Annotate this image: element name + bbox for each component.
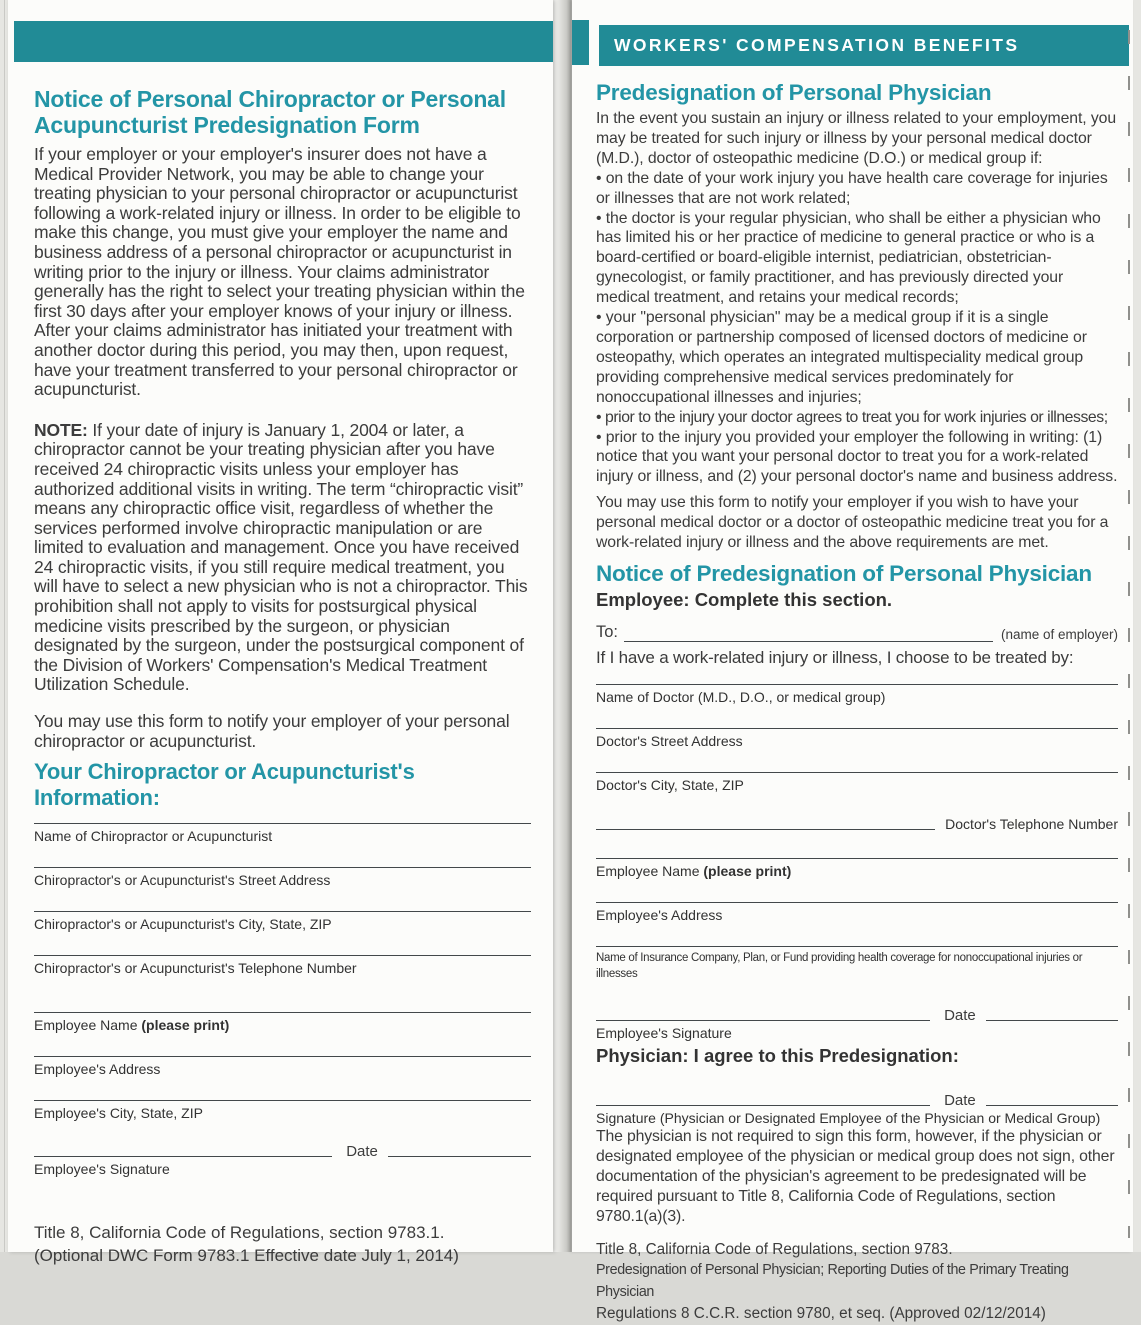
field-label: Doctor's Telephone Number	[945, 815, 1118, 832]
label-text: Employee Name	[34, 1017, 142, 1034]
field-doctor-name	[596, 684, 1118, 706]
physician-not-required-paragraph: The physician is not required to sign this form, however, if the physician or designated employee of the physician or medical group does not sign, other documentation of the physician's agreement to be predesignated will be required pursuant to Title 8, California Code of Regulations, section 9780.1(a)(3).	[596, 1127, 1115, 1225]
right-footer-line2: Predesignation of Personal Physician; Reporting Duties of the Primary Treating Physician	[596, 1262, 1069, 1300]
right-use-paragraph: You may use this form to notify your employer if you wish to have your personal medical doctor or a doctor of osteopathic medicine treat you for a work-related injury or illness and the above requirements are met.	[596, 494, 1109, 552]
note-paragraph	[34, 421, 531, 695]
field-label: Name of Chiropractor or Acupuncturist	[34, 828, 273, 845]
signature-date-row	[596, 1089, 1118, 1109]
left-page-content	[34, 62, 531, 1267]
field-insurance-company	[596, 946, 1118, 982]
field-employee-name	[34, 1012, 531, 1034]
field-chiro-name	[34, 823, 531, 845]
fill-in-line	[596, 815, 935, 830]
fill-in-line	[596, 684, 1118, 685]
bullet-coverage: • on the date of your work injury you have health care coverage for injuries or illnesses that are not work related;	[596, 169, 1108, 207]
right-page	[572, 0, 1133, 1323]
field-employee-signature	[34, 1140, 531, 1178]
field-doctor-city	[596, 772, 1118, 794]
right-page-content	[596, 66, 1118, 1325]
fill-in-line	[596, 858, 1118, 859]
field-doctor-phone	[596, 814, 1118, 830]
date-label: Date	[944, 1006, 976, 1024]
field-label: Employee's Address	[34, 1061, 161, 1078]
signature-line	[596, 1091, 930, 1106]
fill-in-line	[34, 1012, 531, 1013]
scan-left-edge	[4, 0, 5, 1252]
name-of-employer-label: (name of employer)	[1000, 626, 1118, 642]
field-label: Chiropractor's or Acupuncturist's Telephone Number	[34, 960, 357, 977]
physician-agree-heading: Physician: I agree to this Predesignation:	[596, 1044, 959, 1066]
choose-treatment-text: If I have a work-related injury or illness, I choose to be treated by:	[596, 647, 1074, 667]
right-footer	[596, 1239, 1118, 1325]
field-employee-signature	[596, 1004, 1118, 1042]
field-employee-address	[34, 1056, 531, 1078]
field-chiro-street	[34, 867, 531, 889]
date-line	[388, 1142, 531, 1157]
field-label: Name of Insurance Company, Plan, or Fund providing health coverage for nonoccupational injuries or illnesses	[596, 951, 1083, 980]
benefits-banner: WORKERS' COMPENSATION BENEFITS	[599, 25, 1129, 66]
date-label: Date	[944, 1091, 976, 1109]
signature-line	[596, 1006, 930, 1021]
chiropractor-info-heading: Your Chiropractor or Acupuncturist's Information:	[34, 759, 415, 811]
notice-of-predesignation-heading: Notice of Predesignation of Personal Physician	[596, 560, 1092, 586]
fill-in-line	[34, 955, 531, 956]
field-label: Chiropractor's or Acupuncturist's City, State, ZIP	[34, 916, 332, 933]
signature-line	[34, 1142, 332, 1157]
label-bold-text: (please print)	[141, 1017, 230, 1034]
left-footer-line2: (Optional DWC Form 9783.1 Effective date July 1, 2014)	[34, 1246, 459, 1266]
note-text: If your date of injury is January 1, 2004 or later, a chiropractor cannot be your treating physician after you have received 24 chiropractic visits unless your employer has authorized additional visits in writing. The term “chiropractic visit” means any chiropractic office visit, regardless of whether the services performed involve chiropractic manipulation or are limited to evaluation and management. Once you have received 24 chiropractic visits, if you still require medical treatment, you will have to select a new physician who is not a chiropractor. This prohibition shall not apply to visits for postsurgical physical medicine visits prescribed by the surgeon, or physician designated by the surgeon, under the postsurgical component of the Division of Workers' Compensation's Medical Treatment Utilization Schedule.	[34, 419, 528, 695]
label-text: Employee Name	[596, 862, 704, 879]
right-intro-paragraph: In the event you sustain an injury or illness related to your employment, you may be treated for such injury or illness by your personal medical doctor (M.D.), doctor of osteopathic medicine (D.O.) or medical group if:	[596, 110, 1117, 167]
right-footer-line3: Regulations 8 C.C.R. section 9780, et seq. (Approved 02/12/2014)	[596, 1305, 1046, 1323]
field-label	[34, 1016, 531, 1034]
fill-in-line	[34, 1100, 531, 1101]
field-label: Signature (Physician or Designated Employee of the Physician or Medical Group)	[596, 1109, 1101, 1126]
field-doctor-street	[596, 728, 1118, 750]
fill-in-line	[34, 1056, 531, 1057]
left-page-title: Notice of Personal Chiropractor or Personal Acupuncturist Predesignation Form	[34, 86, 506, 138]
field-chiro-phone	[34, 955, 531, 977]
left-footer	[34, 1221, 531, 1267]
signature-date-row	[596, 1004, 1118, 1024]
left-header-bar	[14, 21, 553, 62]
left-intro-paragraph: If your employer or your employer's insurer does not have a Medical Provider Network, you may be able to change your treating physician to your personal chiropractor or acupuncturist following a work-related injury or illness. In order to be eligible to make this change, you must give your employer the name and business address of a personal chiropractor or acupuncturist in writing prior to the injury or illness. Your claims administrator generally has the right to select your treating physician within the first 30 days after your employer knows of your injury or illness. After your claims administrator has initiated your treatment with another doctor during this period, you may then, upon request, have your treatment transferred to your personal chiropractor or acupuncturist.	[34, 144, 525, 400]
predesignation-title: Predesignation of Personal Physician	[596, 80, 992, 105]
field-employee-name	[596, 858, 1118, 880]
field-label: Employee's Signature	[596, 1024, 732, 1041]
field-label	[596, 862, 1118, 880]
right-footer-line1: Title 8, California Code of Regulations, section 9783.	[596, 1240, 953, 1258]
field-physician-signature	[596, 1089, 1118, 1127]
scan-edge-dashes	[1128, 30, 1130, 1238]
field-label: Employee's Signature	[34, 1161, 170, 1178]
fill-in-line	[596, 946, 1118, 947]
fold-teal-stub	[572, 20, 589, 65]
date-line	[986, 1006, 1118, 1021]
fill-in-line	[596, 772, 1118, 773]
bullet-medical-group: • your "personal physician" may be a medical group if it is a single corporation or partnership composed of licensed doctors of medicine or osteopathy, which operates an integrated multispeciality medical group providing comprehensive medical services predominately for nonoccupational illnesses and injuries;	[596, 309, 1087, 406]
field-label: Name of Doctor (M.D., D.O., or medical group)	[596, 688, 886, 705]
fill-in-line	[596, 902, 1118, 903]
left-page	[8, 0, 553, 1266]
field-chiro-city	[34, 911, 531, 933]
field-employee-address	[596, 902, 1118, 924]
bullet-provided-in-writing: • prior to the injury you provided your employer the following in writing: (1) notice that you want your personal doctor to treat you for a work-related injury or illness, and (2) your personal doctor's name and business address.	[596, 428, 1118, 486]
fill-in-line	[34, 823, 531, 824]
left-footer-line1: Title 8, California Code of Regulations, section 9783.1.	[34, 1223, 445, 1243]
field-label: Doctor's City, State, ZIP	[596, 776, 744, 793]
fill-in-line	[34, 867, 531, 868]
to-label: To:	[596, 622, 619, 641]
bullet-regular-physician: • the doctor is your regular physician, who shall be either a physician who has limited his or her practice of medicine to general practice or who is a board-certified or board-eligible internist, pediatrician, obstetrician-gynecologist, or family practitioner, and has previously directed your medical treatment, and retains your medical records;	[596, 209, 1101, 307]
bullet-doctor-agrees: • prior to the injury your doctor agrees to treat you for work injuries or illnesses;	[596, 408, 1108, 426]
label-bold-text: (please print)	[703, 862, 792, 879]
field-label: Employee's City, State, ZIP	[34, 1105, 203, 1122]
note-label: NOTE:	[34, 419, 88, 440]
field-employee-city	[34, 1100, 531, 1122]
signature-date-row	[34, 1140, 531, 1161]
date-line	[986, 1091, 1118, 1106]
field-label: Doctor's Street Address	[596, 732, 743, 749]
field-label: Chiropractor's or Acupuncturist's Street Address	[34, 872, 331, 889]
field-label: Employee's Address	[596, 906, 723, 923]
date-label: Date	[346, 1143, 378, 1161]
left-use-paragraph: You may use this form to notify your employer of your personal chiropractor or acupuncturist.	[34, 711, 510, 751]
fill-in-line	[34, 911, 531, 912]
employer-name-line	[624, 627, 993, 642]
fill-in-line	[596, 728, 1118, 729]
employee-complete-instruction: Employee: Complete this section.	[596, 588, 893, 610]
to-employer-row	[596, 623, 1118, 642]
